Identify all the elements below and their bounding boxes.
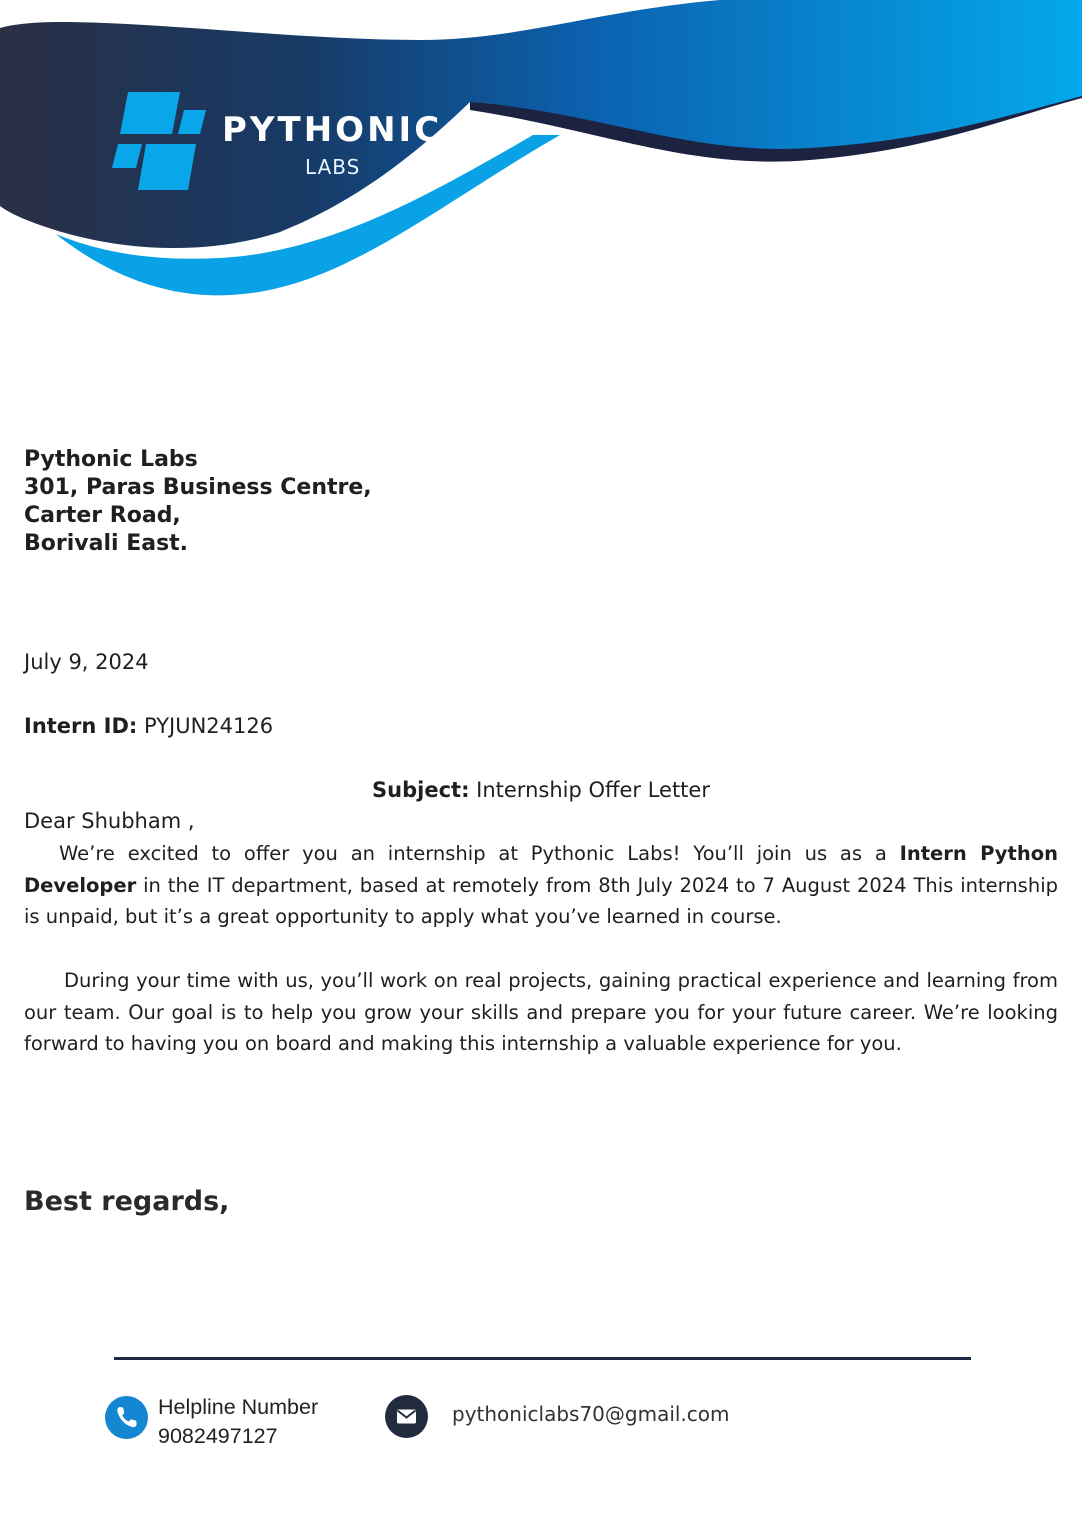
address-line-3: Carter Road, bbox=[24, 503, 181, 528]
logo-square-bottom-right bbox=[138, 144, 196, 190]
helpline bbox=[158, 1393, 318, 1451]
logo-text bbox=[222, 110, 443, 179]
subject-label: Subject: bbox=[372, 778, 470, 802]
paragraph-2-text: During your time with us, you’ll work on real projects, gaining practical experience and learning from our team. Our goal is to help you grow your skills and prepare you for your future career. We’re looking forward to having you on board and making this internship a valuable experience for you. bbox=[24, 969, 1058, 1055]
intern-id-value: PYJUN24126 bbox=[137, 714, 274, 738]
letter-date: July 9, 2024 bbox=[24, 650, 149, 674]
logo-square-top-right bbox=[178, 110, 206, 134]
brand-name: PYTHONIC bbox=[222, 110, 443, 150]
subject-value: Internship Offer Letter bbox=[469, 778, 710, 802]
address-line-1: Pythonic Labs bbox=[24, 447, 198, 472]
intern-id-label: Intern ID: bbox=[24, 714, 138, 738]
address-line-2: 301, Paras Business Centre, bbox=[24, 475, 372, 500]
paragraph-1-role: Intern Python Developer bbox=[24, 842, 1058, 897]
greeting: Dear Shubham , bbox=[24, 809, 195, 833]
paragraph-1-part-2: in the IT department, based at remotely from 8th July 2024 to 7 August 2024 This internship is unpaid, but it’s a great opportunity to apply what you’ve learned in course. bbox=[24, 873, 1058, 928]
company-address bbox=[24, 446, 372, 558]
paragraph-2 bbox=[24, 965, 1058, 1060]
address-line-4: Borivali East. bbox=[24, 531, 189, 556]
intern-id bbox=[24, 714, 273, 738]
closing: Best regards, bbox=[24, 1186, 230, 1217]
logo-square-bottom-left bbox=[112, 144, 142, 168]
paragraph-1 bbox=[24, 838, 1058, 933]
brand-sub: LABS bbox=[305, 155, 361, 179]
mail-icon bbox=[385, 1395, 428, 1438]
helpline-number[interactable]: 9082497127 bbox=[158, 1424, 278, 1448]
subject-line bbox=[0, 778, 1082, 802]
helpline-label: Helpline Number bbox=[158, 1395, 319, 1419]
phone-icon bbox=[105, 1396, 148, 1439]
paragraph-1-part-1: We’re excited to offer you an internship at Pythonic Labs! You’ll join us as a bbox=[59, 842, 900, 865]
footer-divider bbox=[114, 1357, 971, 1360]
email-link[interactable]: pythoniclabs70@gmail.com bbox=[452, 1402, 730, 1426]
logo-square-top-left bbox=[120, 92, 180, 134]
